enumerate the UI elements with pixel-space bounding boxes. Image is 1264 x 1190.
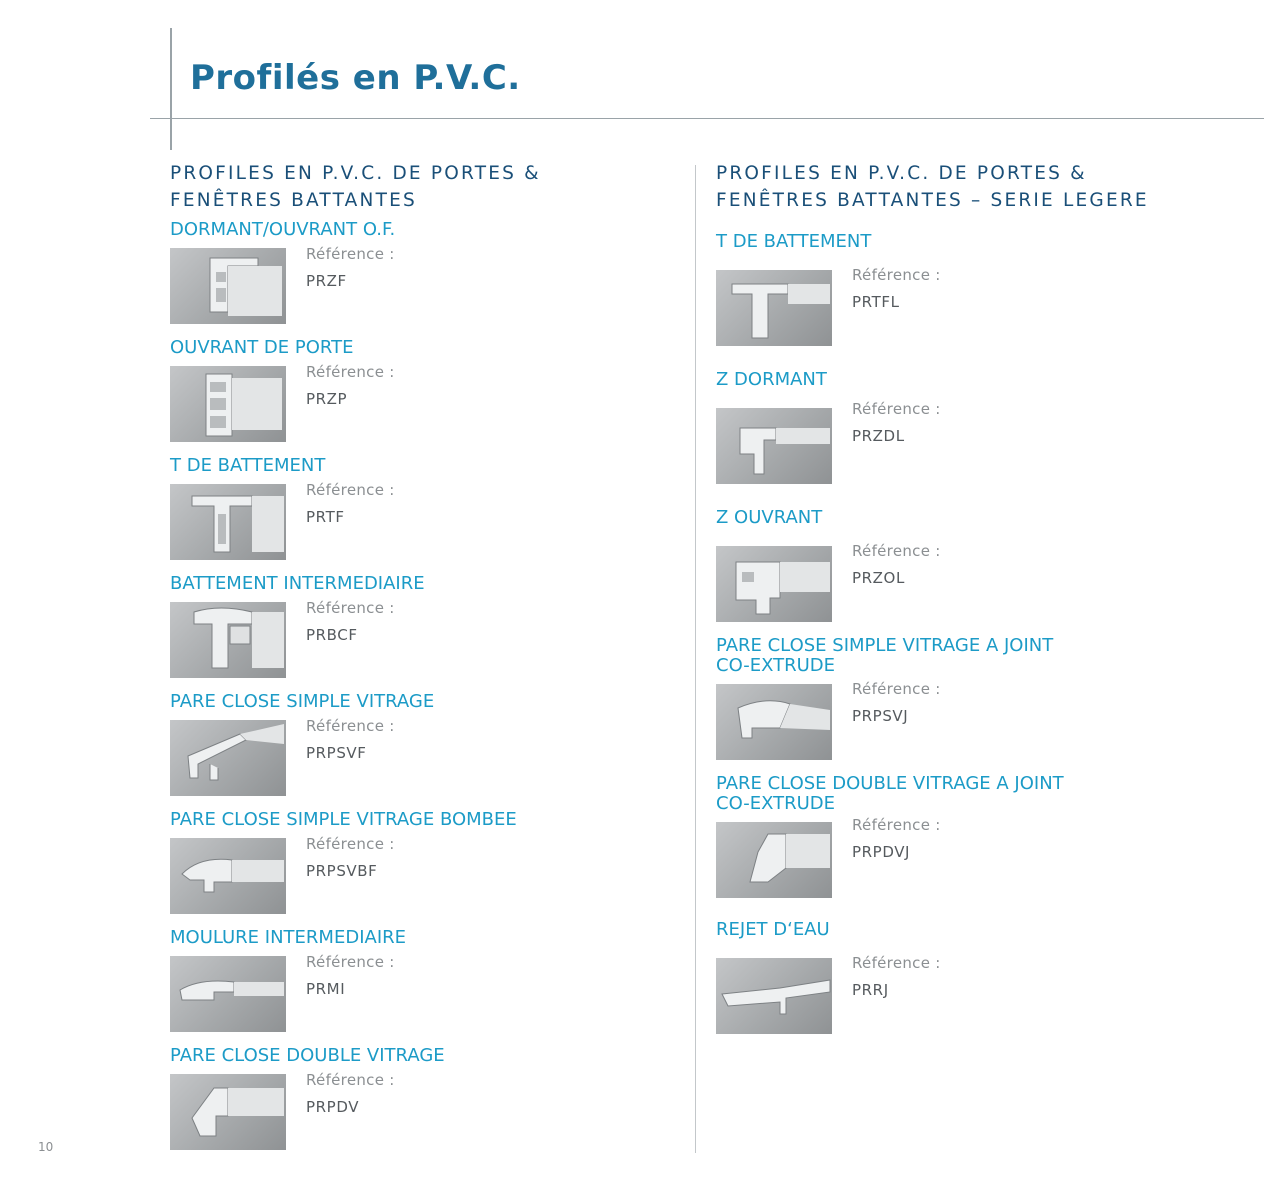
reference-label: Référence : <box>306 1071 395 1089</box>
intermediate-profile-icon <box>170 602 286 678</box>
reference-label: Référence : <box>306 363 395 381</box>
product-z-ouvrant <box>716 507 941 587</box>
reference-code: PRZOL <box>852 569 905 587</box>
reference-label: Référence : <box>852 400 941 418</box>
reference-label: Référence : <box>306 717 395 735</box>
product-name: PARE CLOSE SIMPLE VITRAGE <box>170 691 435 712</box>
reference-label: Référence : <box>852 816 941 834</box>
product-name: BATTEMENT INTERMEDIAIRE <box>170 573 425 594</box>
reference-code: PRPSVJ <box>852 707 909 725</box>
z-sash-profile-icon <box>716 546 832 622</box>
product-pare-close-double-vitrage-joint <box>716 773 1064 861</box>
product-name: PARE CLOSE SIMPLE VITRAGE BOMBEE <box>170 809 517 830</box>
reference-code: PRRJ <box>852 981 889 999</box>
product-pare-close-double-vitrage <box>170 1045 445 1116</box>
glazing-bead-profile-icon <box>170 720 286 796</box>
reference-code: PRPDV <box>306 1098 360 1116</box>
product-name: Z DORMANT <box>716 369 827 390</box>
reference-label: Référence : <box>852 680 941 698</box>
double-bead-profile-icon <box>716 822 832 898</box>
reference-code: PRZDL <box>852 427 905 445</box>
product-z-dormant <box>716 369 941 445</box>
left-column-heading <box>170 160 670 214</box>
product-name: OUVRANT DE PORTE <box>170 337 354 358</box>
product-name: REJET D‘EAU <box>716 919 830 940</box>
reference-code: PRPSVF <box>306 744 367 762</box>
product-ouvrant-de-porte <box>170 337 395 408</box>
reference-code: PRBCF <box>306 626 358 644</box>
double-bead-profile-icon <box>170 1074 286 1150</box>
page-number: 10 <box>38 1140 54 1154</box>
product-pare-close-simple-vitrage <box>170 691 435 762</box>
reference-code: PRTFL <box>852 293 900 311</box>
product-name: MOULURE INTERMEDIAIRE <box>170 927 407 948</box>
right-heading-line-1: PROFILES EN P.V.C. DE PORTES & <box>716 163 1087 184</box>
product-name: PARE CLOSE DOUBLE VITRAGE <box>170 1045 445 1066</box>
product-pare-close-simple-vitrage-bombee <box>170 809 517 880</box>
product-rejet-d-eau <box>716 919 941 999</box>
reference-label: Référence : <box>306 245 395 263</box>
reference-label: Référence : <box>306 481 395 499</box>
product-moulure-intermediaire <box>170 927 407 998</box>
product-name-line-2: CO-EXTRUDE <box>716 793 836 814</box>
column-divider <box>695 165 696 1153</box>
left-heading-line-2: FENÊTRES BATTANTES <box>170 190 417 211</box>
t-mullion-profile-icon <box>170 484 286 560</box>
product-name: T DE BATTEMENT <box>170 455 326 476</box>
glazing-bead-profile-icon <box>716 684 832 760</box>
left-column <box>170 160 670 1116</box>
right-column-heading <box>716 160 1256 214</box>
reference-label: Référence : <box>306 835 395 853</box>
reference-label: Référence : <box>306 599 395 617</box>
product-name: DORMANT/OUVRANT O.F. <box>170 219 396 240</box>
curved-bead-profile-icon <box>170 838 286 914</box>
page-title: Profilés en P.V.C. <box>190 58 521 98</box>
z-frame-profile-icon <box>716 408 832 484</box>
reference-code: PRPDVJ <box>852 843 911 861</box>
door-sash-profile-icon <box>170 366 286 442</box>
frame-profile-icon <box>170 248 286 324</box>
reference-label: Référence : <box>852 542 941 560</box>
product-name: Z OUVRANT <box>716 507 823 528</box>
reference-label: Référence : <box>852 266 941 284</box>
product-name-line-2: CO-EXTRUDE <box>716 655 836 676</box>
product-pare-close-simple-vitrage-joint <box>716 635 1054 725</box>
right-column <box>716 160 1256 999</box>
reference-code: PRPSVBF <box>306 862 378 880</box>
title-accent-line <box>170 28 172 150</box>
reference-code: PRMI <box>306 980 346 998</box>
product-t-de-battement <box>170 455 395 526</box>
reference-code: PRTF <box>306 508 345 526</box>
product-name: T DE BATTEMENT <box>716 231 872 252</box>
molding-profile-icon <box>170 956 286 1032</box>
reference-code: PRZP <box>306 390 348 408</box>
title-rule <box>150 118 1264 119</box>
reference-label: Référence : <box>306 953 395 971</box>
right-heading-line-2: FENÊTRES BATTANTES – SERIE LEGERE <box>716 190 1149 211</box>
drip-profile-icon <box>716 958 832 1034</box>
product-dormant-ouvrant <box>170 219 396 290</box>
product-t-de-battement-legere <box>716 231 941 311</box>
left-heading-line-1: PROFILES EN P.V.C. DE PORTES & <box>170 163 541 184</box>
product-name-line-1: PARE CLOSE SIMPLE VITRAGE A JOINT <box>716 635 1054 656</box>
product-battement-intermediaire <box>170 573 425 644</box>
t-mullion-profile-icon <box>716 270 832 346</box>
reference-label: Référence : <box>852 954 941 972</box>
reference-code: PRZF <box>306 272 347 290</box>
product-name-line-1: PARE CLOSE DOUBLE VITRAGE A JOINT <box>716 773 1064 794</box>
